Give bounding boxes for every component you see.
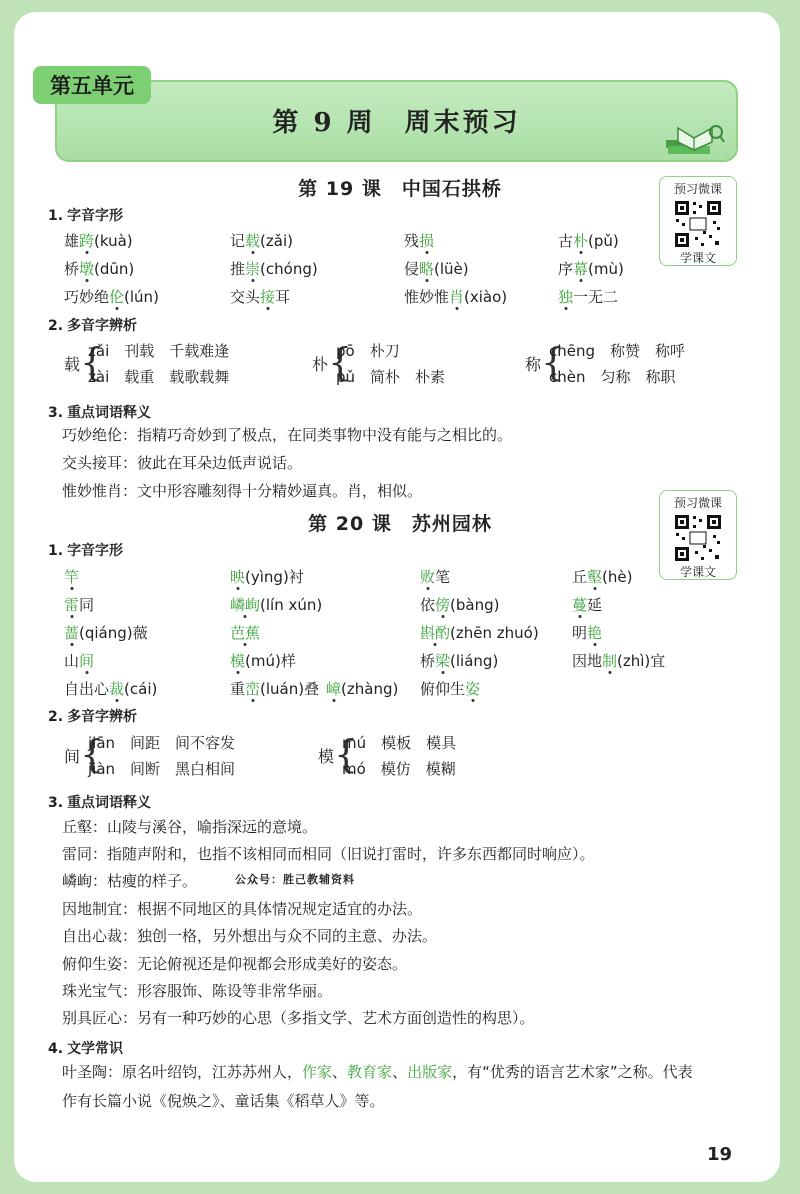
word-item: 巧妙绝伦(lún): [64, 288, 159, 306]
word-item: 残损: [404, 232, 435, 250]
qr-caption-bottom: 学课文: [679, 565, 716, 579]
l20-sec4-title: 4. 文学常识: [48, 1041, 124, 1057]
word-item: 芭蕉: [230, 624, 261, 642]
l19-sec1-title: 1. 字音字形: [48, 208, 124, 224]
l20-sec1-title: 1. 字音字形: [48, 543, 124, 559]
page-number: 19: [706, 1144, 732, 1165]
qr-code-icon[interactable]: [673, 199, 723, 249]
word-item: 蔓延: [572, 596, 603, 614]
l20-def: 珠光宝气：形容服饰、陈设等非常华丽。: [62, 982, 333, 1000]
lesson20-title: 第 20 课 苏州园林: [308, 513, 492, 535]
unit-tag: 第五单元: [33, 66, 151, 104]
word-item: 因地制(zhì)宜: [572, 652, 666, 670]
l20-lit-line1: 叶圣陶：原名叶绍钧，江苏苏州人，作家、教育家、出版家，有“优秀的语言艺术家”之称。代表: [62, 1063, 693, 1081]
l19-def: 巧妙绝伦：指精巧奇妙到了极点，在同类事物中没有能与之相比的。: [62, 426, 513, 444]
book-icon: [664, 122, 726, 156]
l19-poly-cheng: 称 { chēng 称赞 称呼 chèn 匀称 称职: [525, 340, 686, 386]
l19-def: 惟妙惟肖：文中形容雕刻得十分精妙逼真。肖，相似。: [62, 482, 423, 500]
l20-def: 自出心裁：独创一格，另外想出与众不同的主意、办法。: [62, 927, 438, 945]
l19-sec2-title: 2. 多音字辨析: [48, 318, 138, 334]
word-item: 模(mú)样: [230, 652, 296, 670]
week-title: 第 9 周 周末预习: [272, 108, 521, 138]
l19-sec3-title: 3. 重点词语释义: [48, 405, 152, 421]
l20-def: 嶙峋：枯瘦的样子。: [62, 872, 198, 890]
l20-def: 别具匠心：另有一种巧妙的心思（多指文学、艺术方面创造性的构思）。: [62, 1009, 535, 1027]
l19-poly-zai: 载 { zǎi 刊载 千载难逢 zài 载重 载歌载舞: [64, 340, 230, 386]
qr-caption-top: 预习微课: [673, 182, 722, 196]
word-item: 俯仰生姿: [420, 680, 481, 698]
word-item: 竿: [64, 568, 80, 586]
l19-def: 交头接耳：彼此在耳朵边低声说话。: [62, 454, 303, 472]
word-item: 交头接耳: [230, 288, 291, 306]
l20-poly-jian: 间 { jiān 间距 间不容发 jiàn 间断 黑白相间: [64, 732, 236, 778]
qr-caption-bottom: 学课文: [679, 251, 716, 265]
l20-def: 丘壑：山陵与溪谷，喻指深远的意境。: [62, 818, 318, 836]
l20-def: 雷同：指随声附和，也指不该相同而相同（旧说打雷时，许多东西都同时响应）。: [62, 845, 595, 863]
word-item: 丘壑(hè): [572, 568, 633, 586]
word-item: 明艳: [572, 624, 603, 642]
l20-sec3-title: 3. 重点词语释义: [48, 795, 152, 811]
l20-poly-mo: 模 { mú 模板 模具 mó 模仿 模糊: [318, 732, 457, 778]
l20-word-extra: 嶂(zhàng): [326, 680, 399, 698]
word-item: 独一无二: [558, 288, 619, 306]
qr-box-lesson19[interactable]: [659, 176, 737, 266]
word-item: 嶙峋(lín xún): [230, 596, 323, 614]
word-item: 惟妙惟肖(xiào): [404, 288, 508, 306]
qr-box-lesson20[interactable]: [659, 490, 737, 580]
word-item: 雷同: [64, 596, 95, 614]
word-item: 重峦(luán)叠: [230, 680, 320, 698]
l20-lit-line2: 作有长篇小说《倪焕之》、童话集《稻草人》等。: [62, 1092, 385, 1110]
word-item: 侵略(lüè): [404, 260, 469, 278]
l20-def: 俯仰生姿：无论俯视还是仰视都会形成美好的姿态。: [62, 955, 408, 973]
word-item: 桥墩(dūn): [64, 260, 135, 278]
word-item: 山间: [64, 652, 95, 670]
word-item: 依傍(bàng): [420, 596, 500, 614]
word-item: 古朴(pǔ): [558, 232, 619, 250]
qr-code-icon[interactable]: [673, 513, 723, 563]
word-item: 斟酌(zhēn zhuó): [420, 624, 539, 642]
word-item: 桥梁(liáng): [420, 652, 499, 670]
watermark-text: 公众号：胜己教辅资料: [235, 873, 355, 886]
week-banner: [55, 80, 738, 162]
word-item: 推崇(chóng): [230, 260, 318, 278]
word-item: 雄跨(kuà): [64, 232, 133, 250]
word-item: 映(yìng)衬: [230, 568, 304, 586]
word-item: 记载(zǎi): [230, 232, 293, 250]
qr-caption-top: 预习微课: [673, 496, 722, 510]
word-item: 自出心裁(cái): [64, 680, 158, 698]
lesson19-title: 第 19 课 中国石拱桥: [298, 178, 502, 200]
l20-def: 因地制宜：根据不同地区的具体情况规定适宜的办法。: [62, 900, 423, 918]
l20-sec2-title: 2. 多音字辨析: [48, 709, 138, 725]
l19-poly-po: 朴 { pō 朴刀 pǔ 简朴 朴素: [312, 340, 446, 386]
word-item: 蔷(qiáng)薇: [64, 624, 148, 642]
word-item: 序幕(mù): [558, 260, 624, 278]
word-item: 败笔: [420, 568, 451, 586]
